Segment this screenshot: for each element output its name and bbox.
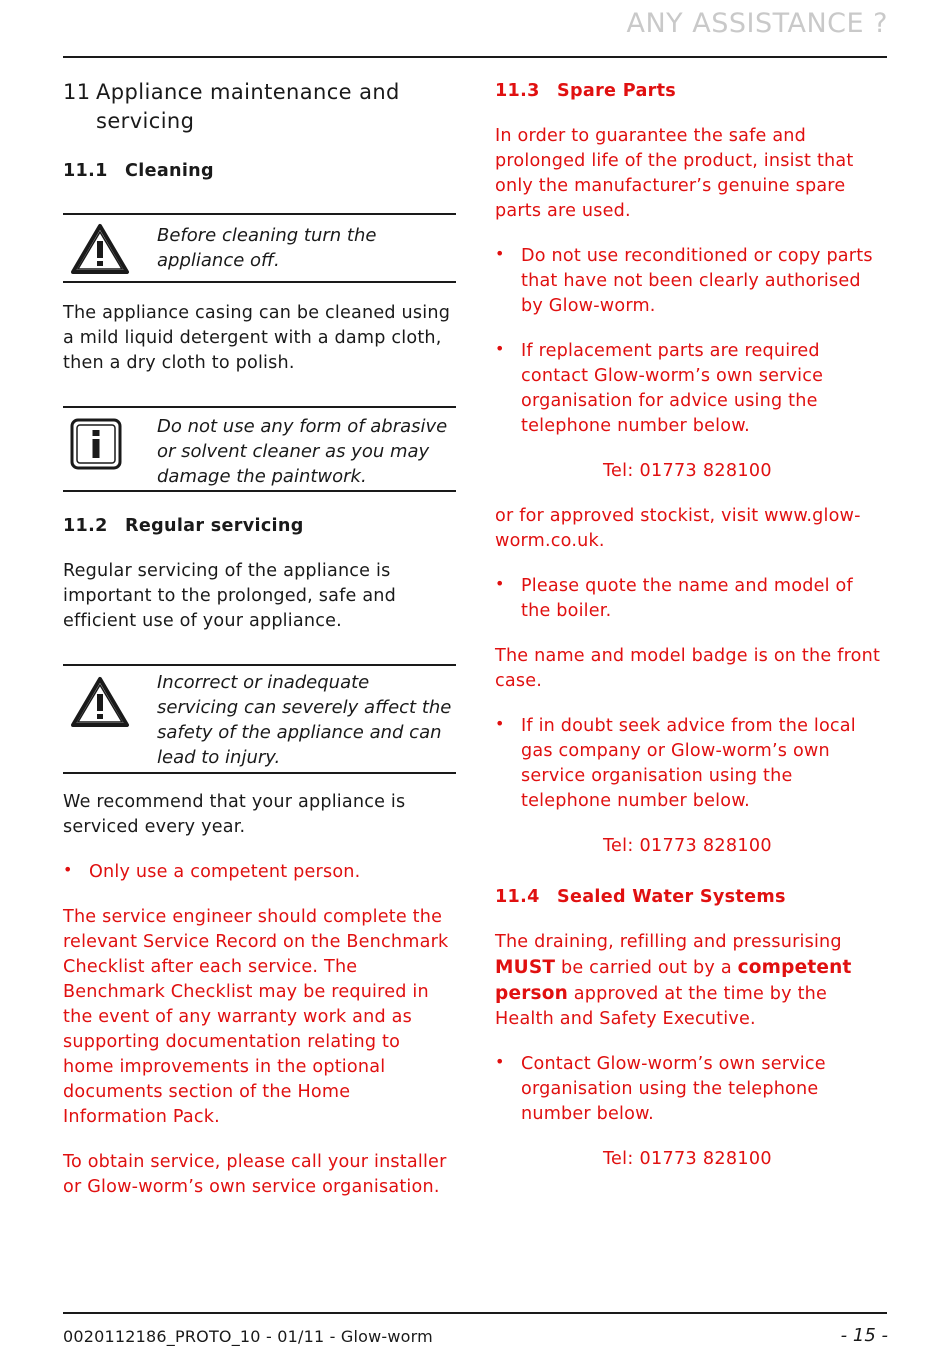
warning-note-cleaning [63,213,456,283]
emphasis-competent-person: competent person [495,957,852,1004]
bullet-item [495,1052,888,1127]
info-icon [63,414,157,470]
cleaning-paragraph: The appliance casing can be cleaned using a mild liquid detergent with a damp cloth, then a dry cloth to polish. [63,303,451,373]
footer-rule [63,1312,887,1314]
bullet-dot: • [495,244,505,263]
bullet-text: Only use a competent person. [89,862,361,882]
subsection-title: Regular servicing [125,516,304,536]
subsection-number: 11.3 [495,81,540,101]
bullet-item [495,574,888,624]
warning-triangle-icon [63,670,157,728]
info-note-abrasive [63,406,456,492]
subsection-regular-servicing [63,514,456,539]
subsection-title: Sealed Water Systems [557,887,786,907]
bullet-item [495,244,888,319]
section-number: 11 [63,80,91,104]
obtain-service-paragraph: To obtain service, please call your installer or Glow-worm’s own service organisation. [63,1152,447,1197]
benchmark-paragraph: The service engineer should complete the relevant Service Record on the Benchmark Checklist after each service. The Benchmark Checklist may be required in the event of any warranty work and as supporting documentation relating to home improvements in the optional documents section of the Home Information Pack. [63,907,449,1127]
emphasis-must: MUST [495,957,556,978]
subsection-title: Cleaning [125,161,214,181]
footer-document-id: 0020112186_PROTO_10 - 01/11 - Glow-worm [63,1327,433,1346]
subsection-number: 11.4 [495,887,540,907]
recommend-paragraph: We recommend that your appliance is serviced every year. [63,792,406,837]
subsection-cleaning [63,159,456,184]
header-rule [63,56,887,58]
warning-triangle-icon [63,223,157,275]
bullet-item [63,860,456,885]
telephone-number: Tel: 01773 828100 [603,836,772,856]
subsection-number: 11.2 [63,516,108,536]
right-column [495,78,888,1172]
sealed-water-text: be carried out by a [555,958,738,978]
bullet-dot: • [495,574,505,593]
subsection-title: Spare Parts [557,81,677,101]
telephone-number: Tel: 01773 828100 [603,1149,772,1169]
sealed-water-paragraph [495,930,888,1032]
section-title: Appliance maintenance and servicing [96,80,400,133]
subsection-spare-parts [495,79,888,104]
subsection-number: 11.1 [63,161,108,181]
left-column [63,78,456,1200]
bullet-dot: • [495,339,505,358]
sealed-water-text: approved at the time by the Health and Safety Executive. [495,984,828,1029]
bullet-text: If replacement parts are required contact Glow-worm’s own service organisation for advice using the telephone number below. [521,341,824,436]
info-text: Do not use any form of abrasive or solvent cleaner as you may damage the paintwork. [157,416,448,487]
warning-text: Before cleaning turn the appliance off. [157,225,377,271]
bullet-text: Do not use reconditioned or copy parts that have not been clearly authorised by Glow-worm. [521,246,873,316]
bullet-text: Contact Glow-worm’s own service organisation using the telephone number below. [521,1054,826,1124]
bullet-item [495,339,888,439]
badge-paragraph: The name and model badge is on the front case. [495,646,881,691]
warning-text: Incorrect or inadequate servicing can severely affect the safety of the appliance and can lead to injury. [157,672,452,768]
bullet-dot: • [495,714,505,733]
bullet-text: If in doubt seek advice from the local gas company or Glow-worm’s own service organisation using the telephone number below. [521,716,856,811]
section-heading [63,78,456,136]
page-header-title: ANY ASSISTANCE ? [626,8,888,39]
telephone-number: Tel: 01773 828100 [603,461,772,481]
sealed-water-text: The draining, refilling and pressurising [495,932,842,952]
bullet-text: Please quote the name and model of the boiler. [521,576,853,621]
bullet-item [495,714,888,814]
warning-note-servicing [63,664,456,774]
servicing-paragraph: Regular servicing of the appliance is important to the prolonged, safe and efficient use of your appliance. [63,561,397,631]
spare-parts-paragraph: In order to guarantee the safe and prolonged life of the product, insist that only the manufacturer’s genuine spare parts are used. [495,126,854,221]
bullet-dot: • [495,1052,505,1071]
bullet-dot: • [63,860,73,879]
page-number: - 15 - [840,1325,888,1346]
subsection-sealed-water [495,885,888,910]
stockist-paragraph: or for approved stockist, visit www.glow-worm.co.uk. [495,506,861,551]
